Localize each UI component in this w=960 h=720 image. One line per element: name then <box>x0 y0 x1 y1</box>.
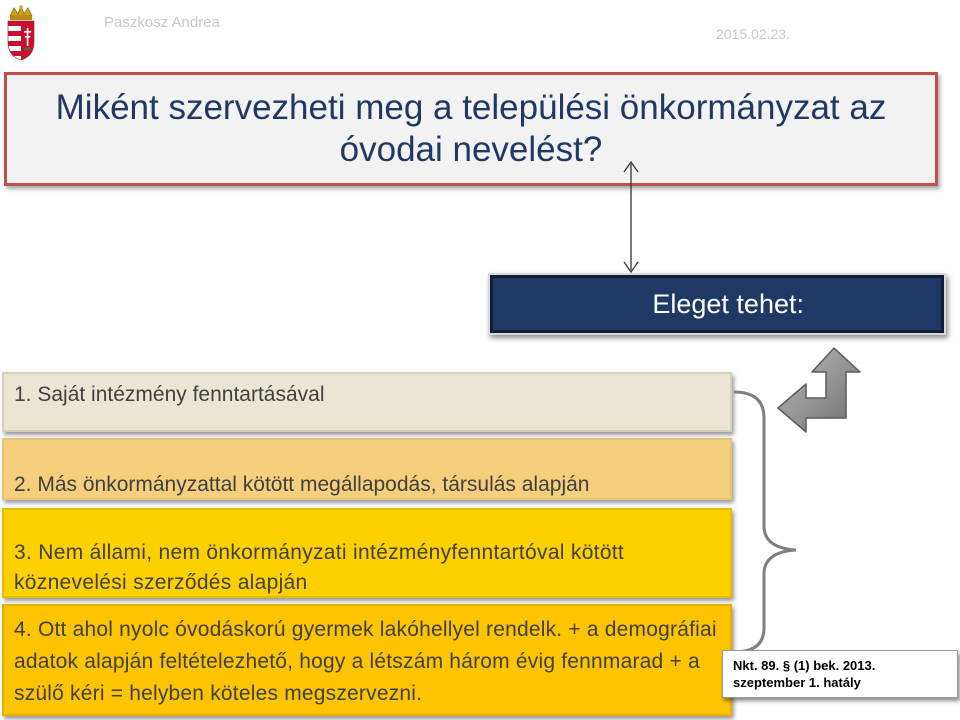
right-brace-icon <box>730 388 800 656</box>
eleget-tehet-label: Eleget tehet: <box>652 288 804 319</box>
option-1: 1. Saját intézmény fenntartásával <box>2 372 732 432</box>
legal-reference-line2: szeptember 1. hatály <box>733 675 861 690</box>
slide-date: 2015.02.23. <box>716 26 790 42</box>
eleget-tehet-box <box>488 273 946 335</box>
slide-title: Miként szervezheti meg a települési önkormányzat az óvodai nevelést? <box>55 88 887 169</box>
option-3: 3. Nem állami, nem önkormányzati intézményfenntartóval kötött köznevelési szerződés alapján <box>2 508 732 598</box>
double-arrow-icon <box>620 158 642 276</box>
author-name: Paszkosz Andrea <box>104 14 220 31</box>
slide-title-box <box>4 72 938 186</box>
option-4: 4. Ott ahol nyolc óvodáskorú gyermek lakóhellyel rendelk. + a demográfiai adatok alapján feltételezhető, hogy a létszám három évig fennmarad + a szülő kéri = helyben köteles megszervezni. <box>2 604 732 716</box>
legal-reference-box <box>722 650 958 698</box>
hungarian-coat-of-arms-icon <box>4 4 38 62</box>
option-2: 2. Más önkormányzattal kötött megállapodás, társulás alapján <box>2 438 732 500</box>
legal-reference-line1: Nkt. 89. § (1) bek. 2013. <box>733 658 876 673</box>
